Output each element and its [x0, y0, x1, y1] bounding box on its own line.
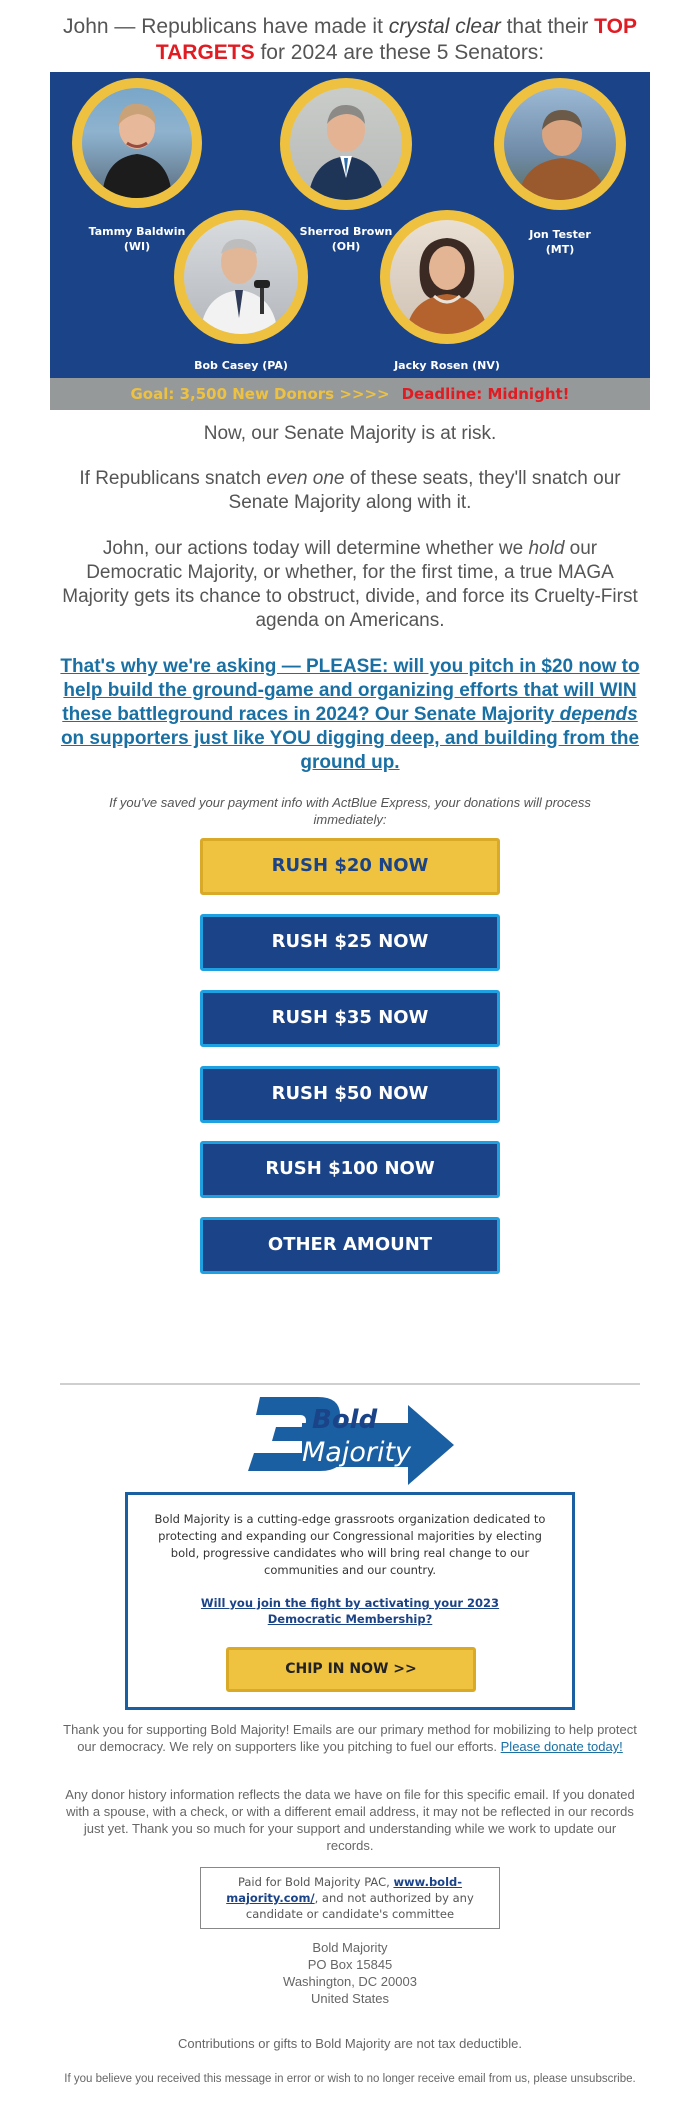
snatch-paragraph [0, 467, 700, 515]
express-note: If you've saved your payment info with ActBlue Express, your donations will process immediately: [109, 795, 591, 827]
donation-ask-link[interactable] [0, 655, 700, 775]
rush-35-button[interactable]: RUSH $35 NOW [200, 990, 500, 1047]
about-text: Bold Majority is a cutting-edge grassroots organization dedicated to protecting and expanding our Congressional majorities by electing bold, progressive candidates who will bring real change to our communities and our country. [154, 1512, 546, 1577]
senator-name: Bob Casey (PA) [194, 359, 288, 372]
senator-photo-rosen [380, 210, 514, 344]
intro-red-text: TARGETS [155, 41, 255, 64]
paid-text: Paid for Bold Majority PAC, [237, 1875, 394, 1889]
person-silhouette-icon [184, 220, 298, 334]
senator-photo-baldwin [72, 78, 202, 208]
deadline-text: Deadline: Midnight! [401, 385, 570, 403]
chip-in-button[interactable]: CHIP IN NOW >> [226, 1647, 476, 1692]
person-silhouette-icon [290, 88, 402, 200]
goal-bar [50, 378, 650, 410]
senator-photo-casey [174, 210, 308, 344]
senator-name: Sherrod Brown [299, 225, 393, 238]
senator-caption-casey [171, 358, 311, 373]
actions-text: John, our actions today will determine whether we [102, 538, 529, 559]
logo-text-majority: Majority [302, 1437, 412, 1468]
risk-paragraph: Now, our Senate Majority is at risk. [203, 423, 497, 444]
ask-text: on supporters just like YOU digging deep, and building from the ground up. [60, 728, 640, 773]
actions-emphasis: hold [528, 538, 565, 559]
senator-caption-tester [490, 227, 630, 257]
divider [60, 1383, 640, 1385]
logo-text-bold: Bold [312, 1405, 378, 1435]
rush-50-button[interactable]: RUSH $50 NOW [200, 1066, 500, 1123]
website-link[interactable]: www.bold-majority.com/ [226, 1875, 463, 1905]
senator-state: (WI) [123, 240, 151, 253]
actions-paragraph [0, 537, 700, 633]
address-line: United States [310, 1991, 390, 2006]
intro-emphasis: crystal clear [388, 15, 501, 38]
intro-red-text: TOP [594, 15, 637, 38]
senator-name: Jon Tester [529, 228, 591, 241]
mailing-address [0, 1939, 700, 2007]
address-line: Washington, DC 20003 [283, 1974, 417, 1989]
snatch-text: If Republicans snatch [79, 468, 267, 489]
senator-state: (OH) [331, 240, 361, 253]
membership-link[interactable]: Will you join the fight by activating your 2023 Democratic Membership? [200, 1596, 500, 1626]
thanks-paragraph [0, 1721, 700, 1755]
person-silhouette-icon [82, 88, 192, 198]
ask-emphasis: depends [559, 704, 638, 725]
intro-text: for 2024 are these 5 Senators: [254, 41, 545, 64]
senator-photo-brown [280, 78, 412, 210]
paid-for-disclaimer [200, 1867, 500, 1929]
senator-state: (MT) [545, 243, 575, 256]
unsubscribe-notice[interactable]: If you believe you received this message in error or wish to no longer receive email from us, please unsubscribe. [64, 2073, 636, 2085]
address-line: PO Box 15845 [307, 1957, 393, 1972]
rush-25-button[interactable]: RUSH $25 NOW [200, 914, 500, 971]
senator-name: Tammy Baldwin [88, 225, 186, 238]
thanks-text: Thank you for supporting Bold Majority! Emails are our primary method for mobilizing to help protect our democracy. We rely on supporters like you pitching to fuel our efforts. [63, 1722, 637, 1754]
rush-100-button[interactable]: RUSH $100 NOW [200, 1141, 500, 1198]
senator-photo-tester [494, 78, 626, 210]
senator-caption-rosen [377, 358, 517, 373]
goal-text: Goal: 3,500 New Donors >>>> [130, 385, 390, 403]
intro-headline [0, 0, 700, 72]
senator-name: Jacky Rosen (NV) [394, 359, 500, 372]
other-amount-button[interactable]: OTHER AMOUNT [200, 1217, 500, 1274]
snatch-text: of these seats, they'll snatch our Senate Majority along with it. [228, 468, 621, 513]
ask-text: That's why we're asking — PLEASE: will you pitch in $20 now to help build the ground-game and organizing efforts that will WIN these battleground races in 2024? Our Senate Majority [60, 656, 640, 725]
intro-text: John — Republicans have made it [63, 15, 389, 38]
address-line: Bold Majority [312, 1940, 388, 1955]
person-silhouette-icon [504, 88, 616, 200]
paid-text: , and not authorized by any candidate or candidate's committee [245, 1891, 474, 1921]
intro-text: that their [500, 15, 595, 38]
rush-20-button[interactable]: RUSH $20 NOW [200, 838, 500, 895]
senators-banner[interactable] [50, 72, 650, 410]
bold-majority-logo[interactable] [240, 1393, 460, 1485]
donor-history-paragraph: Any donor history information reflects the data we have on file for this specific email. If you donated with a spouse, with a check, or with a different email address, it may not be reflected in our records just yet. Thank you so much for your support and understanding while we work to update our records. [65, 1787, 635, 1853]
person-silhouette-icon [390, 220, 504, 334]
snatch-emphasis: even one [266, 468, 345, 489]
actions-text: our Democratic Majority, or whether, for the first time, a true MAGA Majority gets its chance to obstruct, divide, and force its Cruelty-First agenda on Americans. [62, 538, 638, 631]
donate-link[interactable]: Please donate today! [500, 1739, 623, 1754]
tax-disclaimer: Contributions or gifts to Bold Majority are not tax deductible. [178, 2036, 522, 2051]
about-box [125, 1492, 575, 1710]
